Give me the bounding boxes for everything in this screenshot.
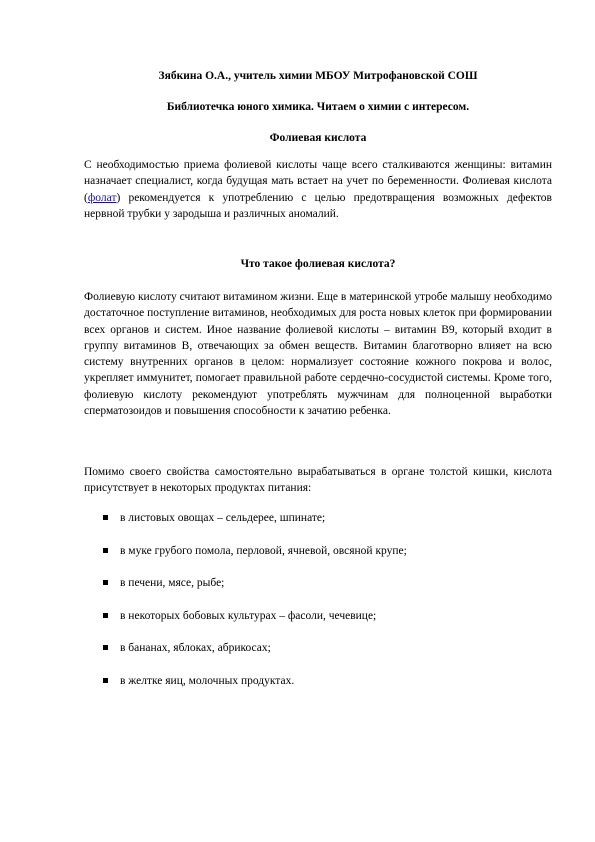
list-item [84, 673, 552, 706]
square-bullet-icon [103, 548, 108, 553]
list-item [84, 510, 552, 543]
list-item-text: в муке грубого помола, перловой, ячневой, овсяной крупе; [120, 544, 407, 557]
list-item-text: в желтке яиц, молочных продуктах. [120, 674, 295, 687]
list-item [84, 575, 552, 608]
list-item [84, 543, 552, 576]
square-bullet-icon [103, 580, 108, 585]
section-heading: Что такое фолиевая кислота? [240, 258, 396, 270]
food-list [84, 510, 552, 705]
intro-text-part2: ) рекомендуется к употреблению с целью предотвращения возможных дефектов нервной трубки у зародыша и различных аномалий. [84, 191, 552, 220]
author-line: Зябкина О.А., учитель химии МБОУ Митрофановской СОШ [158, 70, 478, 82]
intro-text-part1: С необходимостью приема фолиевой кислоты чаще всего сталкиваются женщины: витамин назначает специалист, когда будущая мать встает на учет по беременности. Фолиевая кислота ( [84, 159, 552, 204]
list-item-text: в бананах, яблоках, абрикосах; [120, 642, 271, 654]
folate-link[interactable]: фолат [87, 191, 117, 204]
series-title: Библиотечка юного химика. Читаем о химии с интересом. [166, 101, 470, 113]
square-bullet-icon [103, 678, 108, 683]
list-item [84, 640, 552, 673]
square-bullet-icon [103, 515, 108, 520]
vitamin-paragraph: Фолиевую кислоту считают витамином жизни. Еще в материнской утробе малышу необходимо достаточное поступление витаминов, необходимых для роста новых клеток при формировании всех органов и систем. Иное название фолиевой кислоты – витамин В9, который входит в группу витаминов В, отвечающих за обмен веществ. Витамин благотворно влияет на всю систему внутренних органов в целом: нормализует состояние кожного покрова и волос, укрепляет иммунитет, помогает правильной работе сердечно-сосудистой системы. Кроме того, фолиевую кислоту рекомендуют употреблять мужчинам для полноценной выработки сперматозоидов и повышения способности к зачатию ребенка. [84, 291, 552, 418]
square-bullet-icon [103, 645, 108, 650]
list-item-text: в некоторых бобовых культурах – фасоли, чечевице; [120, 609, 377, 622]
list-item [84, 608, 552, 641]
list-item-text: в печени, мясе, рыбе; [120, 577, 225, 589]
article-title: Фолиевая кислота [269, 132, 367, 144]
sources-paragraph: Помимо своего свойства самостоятельно вырабатываться в органе толстой кишки, кислота присутствует в некоторых продуктах питания: [84, 466, 552, 495]
intro-paragraph [84, 157, 552, 222]
list-item-text: в листовых овощах – сельдерее, шпинате; [120, 512, 326, 524]
square-bullet-icon [103, 613, 108, 618]
